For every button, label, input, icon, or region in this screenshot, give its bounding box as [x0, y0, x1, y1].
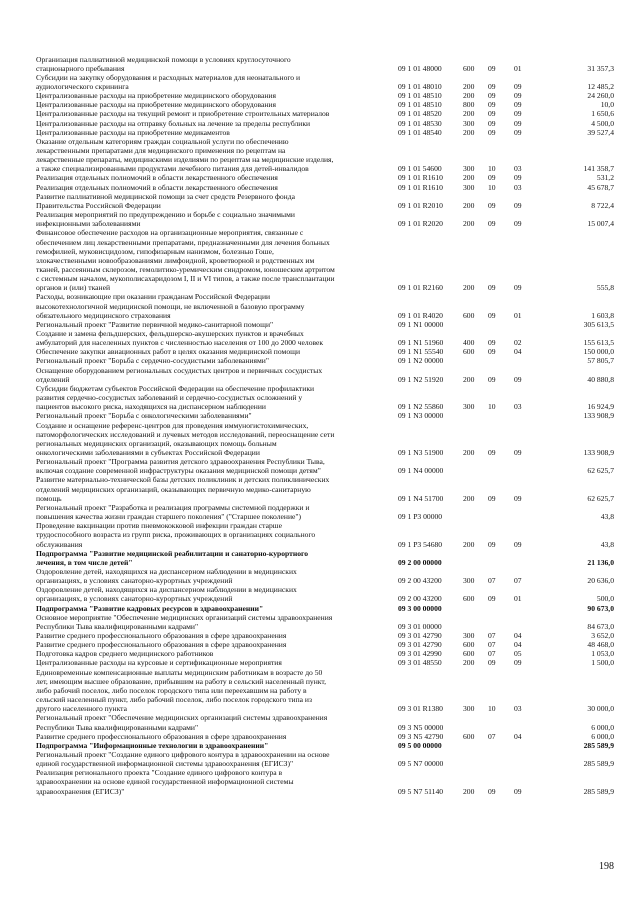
row-expense-type: 200	[463, 493, 475, 503]
row-code: 09 3 N5 00000	[398, 722, 444, 732]
row-section: 09	[488, 539, 496, 549]
row-code: 09 3 00 00000	[398, 603, 442, 613]
row-code: 09 1 P3 54680	[398, 539, 443, 549]
row-description: Создание и замена фельдшерских, фельдшерско-акушерских пунктов и врачебных	[36, 329, 304, 338]
row-description: злокачественными новообразованиями лимфоидной, кроветворной и родственных им	[36, 255, 315, 265]
row-expense-type: 600	[463, 594, 475, 604]
row-description: онкологическими заболеваниями в субъектах Российской Федерации	[36, 447, 260, 457]
row-expense-type: 200	[463, 283, 475, 293]
row-subsection: 04	[514, 731, 522, 741]
row-expense-type: 600	[463, 310, 475, 320]
row-code: 09 2 00 43200	[398, 594, 442, 604]
row-description: Подпрограмма "Развитие медицинской реабилитации и санаторно-курортного	[36, 548, 309, 558]
row-amount: 43,8	[600, 539, 614, 549]
row-expense-type: 300	[463, 576, 475, 586]
row-section: 09	[488, 493, 496, 503]
row-section: 07	[488, 649, 496, 659]
row-description: Создание и оснащение референс-центров для проведения иммуногистохимических,	[36, 420, 309, 430]
row-description: Развитие среднего профессионального образования в сфере здравоохранения	[36, 631, 287, 640]
row-section: 09	[488, 82, 496, 91]
row-amount: 285 589,9	[583, 740, 614, 750]
row-description: Республики Тыва квалифицированными кадрами"	[36, 722, 199, 732]
row-expense-type: 200	[463, 109, 475, 119]
row-subsection: 09	[514, 118, 522, 128]
row-description: сельский населенный пункт, либо рабочий поселок, либо поселок городского типа из	[36, 695, 312, 704]
row-subsection: 01	[514, 594, 522, 604]
row-description: трудоспособного возраста из групп риска, проживающих в организациях социального	[36, 530, 316, 540]
row-description: аудиологического скрининга	[36, 82, 129, 91]
row-amount: 40 880,8	[587, 374, 614, 384]
row-section: 09	[488, 109, 496, 119]
row-subsection: 09	[514, 374, 522, 384]
row-description: Региональный проект "Борьба с сердечно-сосудистыми заболеваниями"	[36, 356, 269, 366]
row-code: 09 1 01 R2020	[398, 219, 443, 229]
row-description: высокотехнологичной медицинской помощи, не включенной в базовую программу	[36, 301, 305, 311]
row-expense-type: 800	[463, 100, 475, 110]
table-row	[0, 788, 639, 798]
row-description: Республики Тыва квалифицированными кадрами"	[36, 621, 199, 631]
row-code: 09 1 01 48520	[398, 109, 442, 119]
row-expense-type: 200	[463, 91, 475, 101]
row-amount: 8 722,4	[591, 200, 614, 210]
row-description: отделений медицинских организаций, оказывающих первичную медико-санитарную	[36, 484, 311, 494]
page-number: 198	[599, 861, 614, 872]
row-expense-type: 200	[463, 447, 475, 457]
row-code: 09 1 01 R4020	[398, 310, 443, 320]
row-subsection: 09	[514, 109, 522, 119]
row-expense-type: 600	[463, 731, 475, 741]
row-code: 09 1 01 R2010	[398, 200, 443, 210]
row-description: Организация паллиативной медицинской помощи в условиях круглосуточного	[36, 54, 291, 64]
row-description: Основное мероприятие "Обеспечение медицинских организаций системы здравоохранения	[36, 612, 333, 622]
row-section: 09	[488, 786, 496, 796]
row-section: 07	[488, 731, 496, 741]
row-code: 09 1 P3 00000	[398, 512, 443, 521]
row-section: 09	[488, 374, 496, 384]
row-subsection: 09	[514, 127, 522, 137]
row-description: Централизованные расходы на приобретение медикаментов	[36, 127, 230, 137]
row-code: 09 3 01 R1380	[398, 704, 443, 714]
row-amount: 133 908,9	[583, 447, 614, 457]
row-subsection: 09	[514, 539, 522, 549]
row-amount: 21 136,0	[587, 557, 614, 567]
row-code: 09 1 N1 00000	[398, 319, 444, 329]
row-subsection: 04	[514, 631, 522, 640]
row-expense-type: 300	[463, 402, 475, 412]
row-amount: 12 485,2	[587, 82, 614, 91]
row-amount: 90 673,0	[587, 603, 614, 613]
row-description: Правительства Российской Федерации	[36, 200, 161, 210]
row-description: Региональный проект "Развитие первичной медико-санитарной помощи"	[36, 319, 274, 329]
row-description: Региональный проект "Создание единого цифрового контура в здравоохранении на основе	[36, 749, 330, 759]
row-amount: 3 652,0	[591, 631, 614, 640]
row-code: 09 3 01 42790	[398, 631, 442, 640]
row-code: 09 5 N7 51140	[398, 786, 444, 796]
row-code: 09 5 N7 00000	[398, 759, 444, 769]
row-subsection: 03	[514, 704, 522, 714]
row-amount: 4 500,0	[591, 118, 614, 128]
row-description: организациях, в условиях санаторно-курортных учреждений	[36, 594, 233, 604]
row-code: 09 5 00 00000	[398, 740, 442, 750]
row-description: другого населенного пункта	[36, 704, 127, 714]
row-amount: 24 260,0	[587, 91, 614, 101]
row-section: 09	[488, 118, 496, 128]
row-section: 09	[488, 594, 496, 604]
row-code: 09 1 N4 51700	[398, 493, 444, 503]
row-subsection: 01	[514, 310, 522, 320]
row-description: Региональный проект "Разработка и реализация программы системной поддержки и	[36, 502, 310, 512]
row-code: 09 1 N2 00000	[398, 356, 444, 366]
row-description: Региональный проект "Обеспечение медицинских организаций системы здравоохранения	[36, 713, 328, 723]
row-section: 09	[488, 447, 496, 457]
row-description: Реализация отдельных полномочий в области лекарственного обеспечения	[36, 173, 278, 183]
row-section: 09	[488, 338, 496, 348]
row-amount: 1 053,0	[591, 649, 614, 659]
row-subsection: 09	[514, 100, 522, 110]
row-amount: 150 000,0	[583, 347, 614, 357]
row-amount: 84 673,0	[587, 621, 614, 631]
row-amount: 555,8	[596, 283, 614, 293]
row-amount: 305 613,5	[583, 319, 614, 329]
row-subsection: 09	[514, 173, 522, 183]
row-description: лет, имеющим высшее образование, прибывшим на работу в сельский населенный пункт,	[36, 676, 327, 686]
row-amount: 30 000,0	[587, 704, 614, 714]
row-expense-type: 200	[463, 219, 475, 229]
row-section: 09	[488, 310, 496, 320]
row-description: Расходы, возникающие при оказании гражданам Российской Федерации	[36, 292, 271, 302]
row-code: 09 2 00 00000	[398, 557, 442, 567]
row-subsection: 09	[514, 82, 522, 91]
row-code: 09 2 00 43200	[398, 576, 442, 586]
row-amount: 45 678,7	[587, 182, 614, 192]
row-expense-type: 200	[463, 127, 475, 137]
row-amount: 1 500,0	[591, 658, 614, 668]
row-description: лекарственными препаратами для медицинского применения по рецептам на	[36, 146, 286, 155]
row-description: отделений	[36, 374, 70, 384]
row-subsection: 01	[514, 63, 522, 73]
row-code: 09 1 N2 55860	[398, 402, 444, 412]
row-code: 09 1 01 R1610	[398, 173, 443, 183]
row-amount: 31 357,3	[587, 63, 614, 73]
row-expense-type: 300	[463, 704, 475, 714]
row-description: Финансовое обеспечение расходов на организационные мероприятия, связанные с	[36, 228, 304, 238]
row-description: Единовременные компенсационные выплаты медицинским работникам в возрасте до 50	[36, 667, 323, 677]
row-description: патоморфологических исследований и лучевых методов исследований, переоснащение сети	[36, 429, 335, 439]
row-description: обеспечением лиц лекарственными препаратами, предназначенными для лечения больных	[36, 237, 330, 247]
row-description: лечения, в том числе детей"	[36, 557, 133, 567]
row-description: Оздоровление детей, находящихся на диспансерном наблюдении в медицинских	[36, 566, 297, 576]
row-description: Развитие материально-технической базы детских поликлиник и детских поликлинических	[36, 475, 330, 485]
row-section: 09	[488, 658, 496, 668]
row-description: организациях, в условиях санаторно-курортных учреждений	[36, 576, 233, 586]
row-description: помощь	[36, 493, 62, 503]
row-subsection: 04	[514, 347, 522, 357]
row-expense-type: 300	[463, 631, 475, 640]
row-description: Централизованные расходы на курсовые и сертификационные мероприятия	[36, 658, 282, 668]
row-description: Субсидии бюджетам субъектов Российской Федерации на обеспечение профилактики	[36, 383, 315, 393]
row-expense-type: 600	[463, 347, 475, 357]
row-code: 09 1 01 48530	[398, 118, 442, 128]
row-code: 09 3 N5 42790	[398, 731, 444, 741]
row-expense-type: 300	[463, 182, 475, 192]
row-description: гемофилией, муковисцидозом, гипофизарным нанизмом, болезнью Гоше,	[36, 246, 274, 256]
row-expense-type: 200	[463, 658, 475, 668]
row-expense-type: 400	[463, 338, 475, 348]
row-code: 09 3 01 48550	[398, 658, 442, 668]
row-code: 09 1 01 R1610	[398, 182, 443, 192]
row-code: 09 1 N3 00000	[398, 411, 444, 421]
row-subsection: 09	[514, 493, 522, 503]
row-amount: 20 636,0	[587, 576, 614, 586]
row-description: обязательного медицинского страхования	[36, 310, 171, 320]
row-amount: 133 908,9	[583, 411, 614, 421]
row-amount: 15 007,4	[587, 219, 614, 229]
row-description: Развитие среднего профессионального образования в сфере здравоохранения	[36, 731, 287, 741]
row-section: 10	[488, 402, 496, 412]
row-amount: 16 924,9	[587, 402, 614, 412]
row-description: с системным началом, мукополисахаридозом I, II и VI типов, а также после трансплантации	[36, 274, 335, 284]
row-subsection: 09	[514, 219, 522, 229]
row-expense-type: 200	[463, 374, 475, 384]
row-code: 09 1 01 48000	[398, 63, 442, 73]
row-amount: 6 000,0	[591, 722, 614, 732]
row-description: обслуживания	[36, 539, 83, 549]
row-section: 10	[488, 164, 496, 174]
row-code: 09 1 01 48510	[398, 100, 442, 110]
row-amount: 6 000,0	[591, 731, 614, 741]
row-expense-type: 600	[463, 649, 475, 659]
row-amount: 39 527,4	[587, 127, 614, 137]
row-expense-type: 200	[463, 82, 475, 91]
row-section: 09	[488, 283, 496, 293]
row-section: 07	[488, 631, 496, 640]
row-section: 09	[488, 63, 496, 73]
row-code: 09 3 01 42990	[398, 649, 442, 659]
row-code: 09 3 01 00000	[398, 621, 442, 631]
row-section: 09	[488, 173, 496, 183]
row-expense-type: 600	[463, 640, 475, 650]
row-subsection: 03	[514, 402, 522, 412]
row-description: стационарного пребывания	[36, 63, 125, 73]
row-section: 10	[488, 182, 496, 192]
row-subsection: 03	[514, 164, 522, 174]
row-subsection: 09	[514, 91, 522, 101]
row-description: Централизованные расходы на текущий ремонт и приобретение строительных материалов	[36, 109, 330, 119]
row-description: Реализация регионального проекта "Создание единого цифрового контура в	[36, 768, 283, 778]
row-code: 09 1 01 54600	[398, 164, 442, 174]
row-expense-type: 300	[463, 164, 475, 174]
row-expense-type: 200	[463, 539, 475, 549]
row-description: Обеспечение закупки авиационных работ в целях оказания медицинской помощи	[36, 347, 301, 357]
row-section: 09	[488, 100, 496, 110]
row-description: Централизованные расходы на приобретение медицинского оборудования	[36, 91, 276, 101]
row-amount: 531,2	[596, 173, 614, 183]
row-amount: 57 805,7	[587, 356, 614, 366]
row-subsection: 02	[514, 338, 522, 348]
row-code: 09 1 01 48540	[398, 127, 442, 137]
row-description: региональных медицинских организаций, оказывающих помощь больным	[36, 438, 277, 448]
row-amount: 155 613,5	[583, 338, 614, 348]
row-description: Реализация отдельных полномочий в области лекарственного обеспечения	[36, 182, 278, 192]
row-description: Подготовка кадров среднего медицинского работников	[36, 649, 214, 659]
row-description: Оснащение оборудованием региональных сосудистых центров и первичных сосудистых	[36, 365, 323, 375]
row-section: 09	[488, 91, 496, 101]
row-description: а также специализированными продуктами лечебного питания для детей-инвалидов	[36, 164, 309, 174]
row-amount: 43,8	[600, 512, 614, 521]
row-amount: 141 358,7	[583, 164, 614, 174]
row-section: 07	[488, 640, 496, 650]
row-code: 09 1 N2 51920	[398, 374, 444, 384]
row-amount: 1 650,6	[591, 109, 614, 119]
row-amount: 48 468,0	[587, 640, 614, 650]
row-amount: 62 625,7	[587, 466, 614, 476]
row-description: здравоохранении на основе единой государственной информационной системы	[36, 777, 294, 787]
row-description: либо рабочий поселок, либо поселок городского типа или переехавшим на работу в	[36, 685, 307, 695]
row-description: развития сердечно-сосудистых заболеваний и сердечно-сосудистых осложнений у	[36, 393, 303, 403]
row-subsection: 03	[514, 182, 522, 192]
row-description: органов и (или) тканей	[36, 283, 111, 293]
row-description: Региональный проект "Программа развития детского здравоохранения Республики Тыва,	[36, 457, 325, 467]
row-subsection: 09	[514, 200, 522, 210]
row-section: 09	[488, 127, 496, 137]
row-subsection: 09	[514, 658, 522, 668]
row-description: Развитие паллиативной медицинской помощи за счет средств Резервного фонда	[36, 191, 295, 201]
row-amount: 285 589,9	[583, 759, 614, 769]
row-description: Развитие среднего профессионального образования в сфере здравоохранения	[36, 640, 287, 650]
row-section: 07	[488, 576, 496, 586]
row-description: включая создание современной инфраструктуры оказания медицинской помощи детям"	[36, 466, 321, 476]
row-description: пациентов высокого риска, находящихся на диспансерном наблюдении	[36, 402, 266, 412]
row-description: инфекционными заболеваниями	[36, 219, 141, 229]
row-description: амбулаторий для населенных пунктов с численностью населения от 100 до 2000 человек	[36, 338, 324, 348]
row-description: лекарственные препараты, медицинскими изделиями по рецептам на медицинские изделия,	[36, 155, 334, 165]
row-description: Подпрограмма "Информационные технологии в здравоохранении"	[36, 740, 269, 750]
row-subsection: 07	[514, 576, 522, 586]
row-description: единой государственной информационной системы здравоохранения (ЕГИСЗ)"	[36, 759, 294, 769]
row-code: 09 1 N4 00000	[398, 466, 444, 476]
row-code: 09 1 N1 51960	[398, 338, 444, 348]
row-description: Централизованные расходы на отправку больных на лечение за пределы республики	[36, 118, 311, 128]
row-amount: 10,0	[600, 100, 614, 110]
row-description: здравоохранения (ЕГИСЗ)"	[36, 786, 125, 796]
row-amount: 1 603,8	[591, 310, 614, 320]
row-description: Оказание отдельным категориям граждан социальной услуги по обеспечению	[36, 136, 289, 146]
row-subsection: 09	[514, 786, 522, 796]
row-expense-type: 300	[463, 118, 475, 128]
row-section: 09	[488, 347, 496, 357]
row-code: 09 1 01 48510	[398, 91, 442, 101]
row-section: 09	[488, 200, 496, 210]
row-subsection: 05	[514, 649, 522, 659]
row-code: 09 1 N1 55540	[398, 347, 444, 357]
row-subsection: 09	[514, 447, 522, 457]
row-expense-type: 200	[463, 786, 475, 796]
row-description: Централизованные расходы на приобретение медицинского оборудования	[36, 100, 276, 110]
row-code: 09 3 01 42790	[398, 640, 442, 650]
row-description: Субсидии на закупку оборудования и расходных материалов для неонатального и	[36, 72, 301, 82]
row-expense-type: 600	[463, 63, 475, 73]
row-description: повышения качества жизни граждан старшего поколения" ("Старшее поколение")	[36, 512, 302, 521]
row-description: Реализация мероприятий по предупреждению и борьбе с социально значимыми	[36, 210, 295, 220]
row-code: 09 1 N3 51900	[398, 447, 444, 457]
row-expense-type: 200	[463, 173, 475, 183]
row-amount: 285 589,9	[583, 786, 614, 796]
row-section: 09	[488, 219, 496, 229]
row-amount: 500,0	[596, 594, 614, 604]
row-description: Оздоровление детей, находящихся на диспансерном наблюдении в медицинских	[36, 585, 297, 595]
row-code: 09 1 01 48010	[398, 82, 442, 91]
row-subsection: 04	[514, 640, 522, 650]
row-description: Проведение вакцинации против пневмококковой инфекции граждан старше	[36, 521, 282, 531]
row-description: Подпрограмма "Развитие кадровых ресурсов в здравоохранении"	[36, 603, 264, 613]
row-description: тканей, рассеянным склерозом, гемолитико-уремическим синдромом, юношеским артритом	[36, 265, 335, 274]
row-subsection: 09	[514, 283, 522, 293]
row-amount: 62 625,7	[587, 493, 614, 503]
row-description: Региональный проект "Борьба с онкологическими заболеваниями"	[36, 411, 252, 421]
row-code: 09 1 01 R2160	[398, 283, 443, 293]
row-section: 10	[488, 704, 496, 714]
row-expense-type: 200	[463, 200, 475, 210]
